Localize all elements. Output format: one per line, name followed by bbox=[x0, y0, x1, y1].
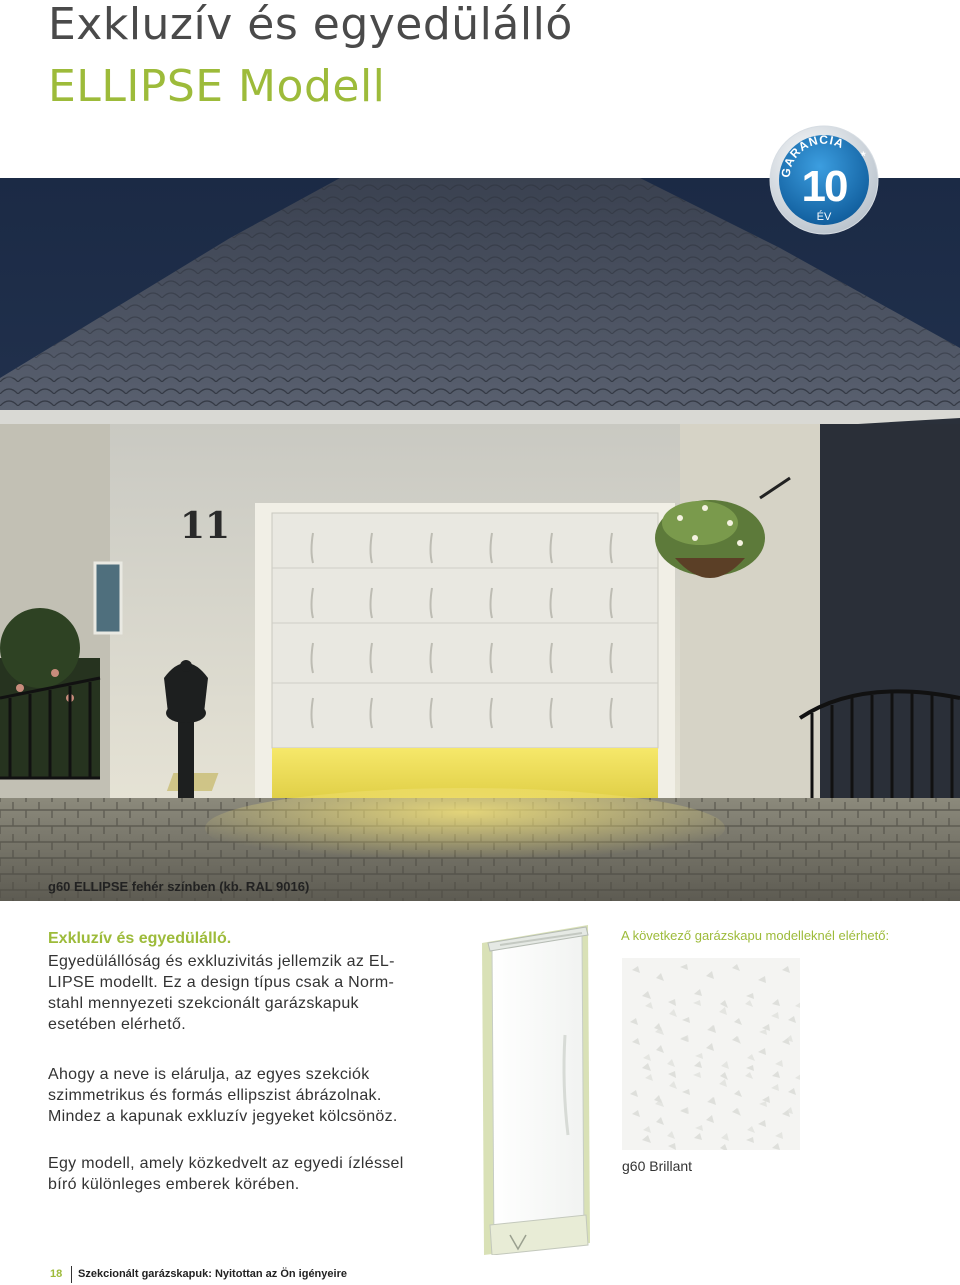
available-models-heading: A következő garázskapu modelleknél elérhető: bbox=[621, 928, 890, 943]
page-title-line1: Exkluzív és egyedülálló bbox=[48, 0, 573, 50]
badge-asterisk: * bbox=[861, 149, 866, 163]
badge-unit: ÉV bbox=[816, 211, 832, 223]
surface-swatch-brillant bbox=[622, 958, 800, 1150]
page-title-line2: ELLIPSE Modell bbox=[48, 61, 386, 112]
footer-title: Szekcionált garázskapuk: Nyitottan az Ön igényeire bbox=[78, 1268, 347, 1280]
hero-photo bbox=[0, 178, 960, 901]
footer-divider bbox=[71, 1266, 72, 1283]
badge-arc-text: GARANCIA bbox=[778, 132, 847, 179]
house-number: 11 bbox=[180, 505, 231, 547]
warranty-badge bbox=[768, 124, 880, 236]
door-panel-section-image bbox=[470, 925, 598, 1255]
swatch-label: g60 Brillant bbox=[622, 1158, 693, 1174]
body-paragraph-1: Egyedülállóság és exkluzivitás jellemzik az EL-LIPSE modellt. Ez a design típus csak a Norm-stahl mennyezeti szekcionált garázskapuk esetében elérhető. bbox=[48, 953, 395, 1033]
lead-heading: Exkluzív és egyedülálló. bbox=[48, 930, 232, 947]
body-paragraph-3: Egy modell, amely közkedvelt az egyedi ízléssel bíró különleges emberek körében. bbox=[48, 1155, 404, 1193]
badge-number: 10 bbox=[801, 162, 847, 211]
photo-caption bbox=[0, 873, 960, 901]
page-number: 18 bbox=[50, 1268, 63, 1280]
photo-caption-text: g60 ELLIPSE fehér színben (kb. RAL 9016) bbox=[48, 879, 310, 894]
body-paragraph-2: Ahogy a neve is elárulja, az egyes szekciók szimmetrikus és formás ellipszist ábrázolnak. Mindez a kapunak exkluzív jegyeket kölcsönöz. bbox=[48, 1066, 398, 1125]
